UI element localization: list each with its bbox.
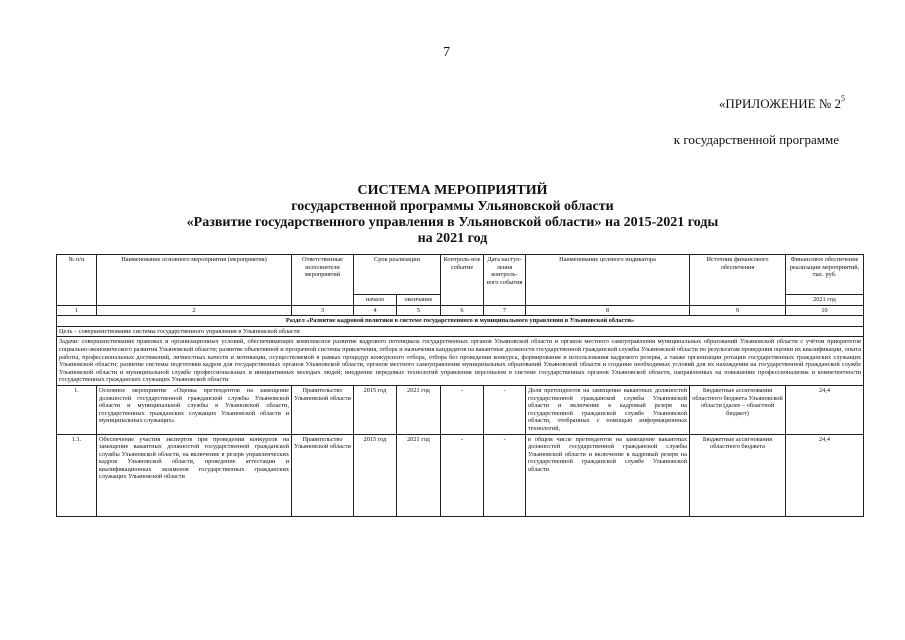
row-indicator: в общем числе претендентов на замещение вакантных должностей государственной гражданской службы Ульяновской области и включение в кадровый резерв на государственной гражданской службе Ульяновской области: [526, 434, 690, 516]
row-activity: Обеспечение участия экспертов при проведении конкурсов на замещение вакантных должностей государственной гражданской службы Ульяновской области, на включение в резерв управленческих кадров Ульяновской области, проведение аттестации и квалификационных экзаменов государственных гражданских служащих Ульяновской области: [97, 434, 292, 516]
column-number: 6: [441, 305, 484, 316]
row-control-event: -: [441, 385, 484, 434]
column-number: 8: [526, 305, 690, 316]
header-source: Источник финансового обеспечения: [690, 255, 786, 306]
tasks-text: Задачи: совершенствование правовых и организационных условий, обеспечивающих комплексное развитие кадрового потенциала государственных органов Ульяновской области и органов местного самоуправления муниципальных образований Ульяновской области с учётом приоритетов социально-экономического развития Ульяновской области; развитие объективной и прозрачной системы привлечения, отбора и назначения кандидатов на вакантные должности государственной гражданской службы Ульяновской области по результатам проведения оценки их квалификации, опыта работы, профессиональных достижений, личностных качеств и мотивации, осуществляемой в рамках процедур конкурсного отбора, отбора без проведения конкурса, формирования и использования кадрового резерва, а также организации ротации государственных гражданских служащих Ульяновской области; развитие системы подготовки кадров для государственных органов Ульяновской области, органов местного самоуправления муниципальных образований Ульяновской области и создание необходимых условий для их нахождения на государственной гражданской службе Ульяновской области и муниципальной службе профессиональных и инициативных молодых людей; внедрение передовых технологий управления персоналом в системе государственных органов Ульяновской области, направленных на повышение профессионализма и компетентности государственных гражданских служащих Ульяновской области: [57, 337, 864, 386]
table-row: [57, 385, 864, 434]
header-funding: Финансовое обеспечение реализации мероприятий, тыс. руб.: [786, 255, 864, 295]
column-number: 7: [484, 305, 526, 316]
appendix-title-superscript: 5: [841, 94, 845, 103]
row-num: 1.: [57, 385, 97, 434]
row-control-date: -: [484, 434, 526, 516]
header-num: № п/п: [57, 255, 97, 306]
row-control-date: -: [484, 385, 526, 434]
heading-line-3: «Развитие государственного управления в Ульяновской области» на 2015-2021 годы: [186, 215, 719, 230]
header-period-start: начало: [354, 295, 397, 306]
appendix-title-text: «ПРИЛОЖЕНИЕ № 2: [718, 96, 841, 111]
row-funding: 24,4: [786, 434, 864, 516]
appendix-subtitle: к государственной программе: [673, 132, 839, 147]
row-source: Бюджетные ассигнования областного бюджета Ульяновской области (далее – областной бюджет): [690, 385, 786, 434]
header-control-date: Дата наступ-ления контроль-ного события: [484, 255, 526, 306]
activities-table: [56, 254, 864, 517]
header-period: Срок реализации: [354, 255, 441, 295]
row-end: 2021 год: [397, 434, 441, 516]
row-control-event: -: [441, 434, 484, 516]
header-indicator: Наименование целевого индикатора: [526, 255, 690, 306]
document-heading: [0, 183, 905, 247]
header-funding-year: 2021 год: [786, 295, 864, 306]
row-num: 1.1.: [57, 434, 97, 516]
row-activity: Основное мероприятие «Оценка претендентов на замещение должностей государственной гражданской службы Ульяновской области и муниципальной службы в Ульяновской области, государственных гражданских служащих Ульяновской области и муниципальных служащих»: [97, 385, 292, 434]
header-control-event: Контроль-ное событие: [441, 255, 484, 306]
row-start: 2015 год: [354, 385, 397, 434]
header-period-end: окончание: [397, 295, 441, 306]
heading-line-4: на 2021 год: [417, 231, 488, 246]
row-indicator: Доля претендентов на замещение вакантных должностей государственной гражданской службы Ульяновской области и включение в кадровый резерв на государственной гражданской службе Ульяновской области, отобранных с помощью информационных технологий,: [526, 385, 690, 434]
row-funding: 24,4: [786, 385, 864, 434]
column-number: 1: [57, 305, 97, 316]
column-number: 4: [354, 305, 397, 316]
header-activity: Наименование основного мероприятия (мероприятия): [97, 255, 292, 306]
column-number: 2: [97, 305, 292, 316]
row-executors: Правительство Ульяновской области: [292, 434, 354, 516]
row-executors: Правительство Ульяновской области: [292, 385, 354, 434]
table-row: [57, 434, 864, 516]
section-title: Раздел «Развитие кадровой политики в системе государственного и муниципального управления в Ульяновской области»: [57, 316, 864, 327]
row-end: 2021 год: [397, 385, 441, 434]
goal-text: Цель – совершенствование системы государственного управления в Ульяновской области: [57, 326, 864, 337]
column-number: 5: [397, 305, 441, 316]
row-source: Бюджетные ассигнования областного бюджета: [690, 434, 786, 516]
appendix-title: [719, 96, 845, 112]
column-number: 3: [292, 305, 354, 316]
column-number: 9: [690, 305, 786, 316]
column-number: 10: [786, 305, 864, 316]
header-executors: Ответственные исполнители мероприятий: [292, 255, 354, 306]
heading-line-1: СИСТЕМА МЕРОПРИЯТИЙ: [357, 183, 548, 198]
heading-line-2: государственной программы Ульяновской области: [291, 199, 614, 214]
page-number: 7: [443, 45, 450, 60]
row-start: 2015 год: [354, 434, 397, 516]
